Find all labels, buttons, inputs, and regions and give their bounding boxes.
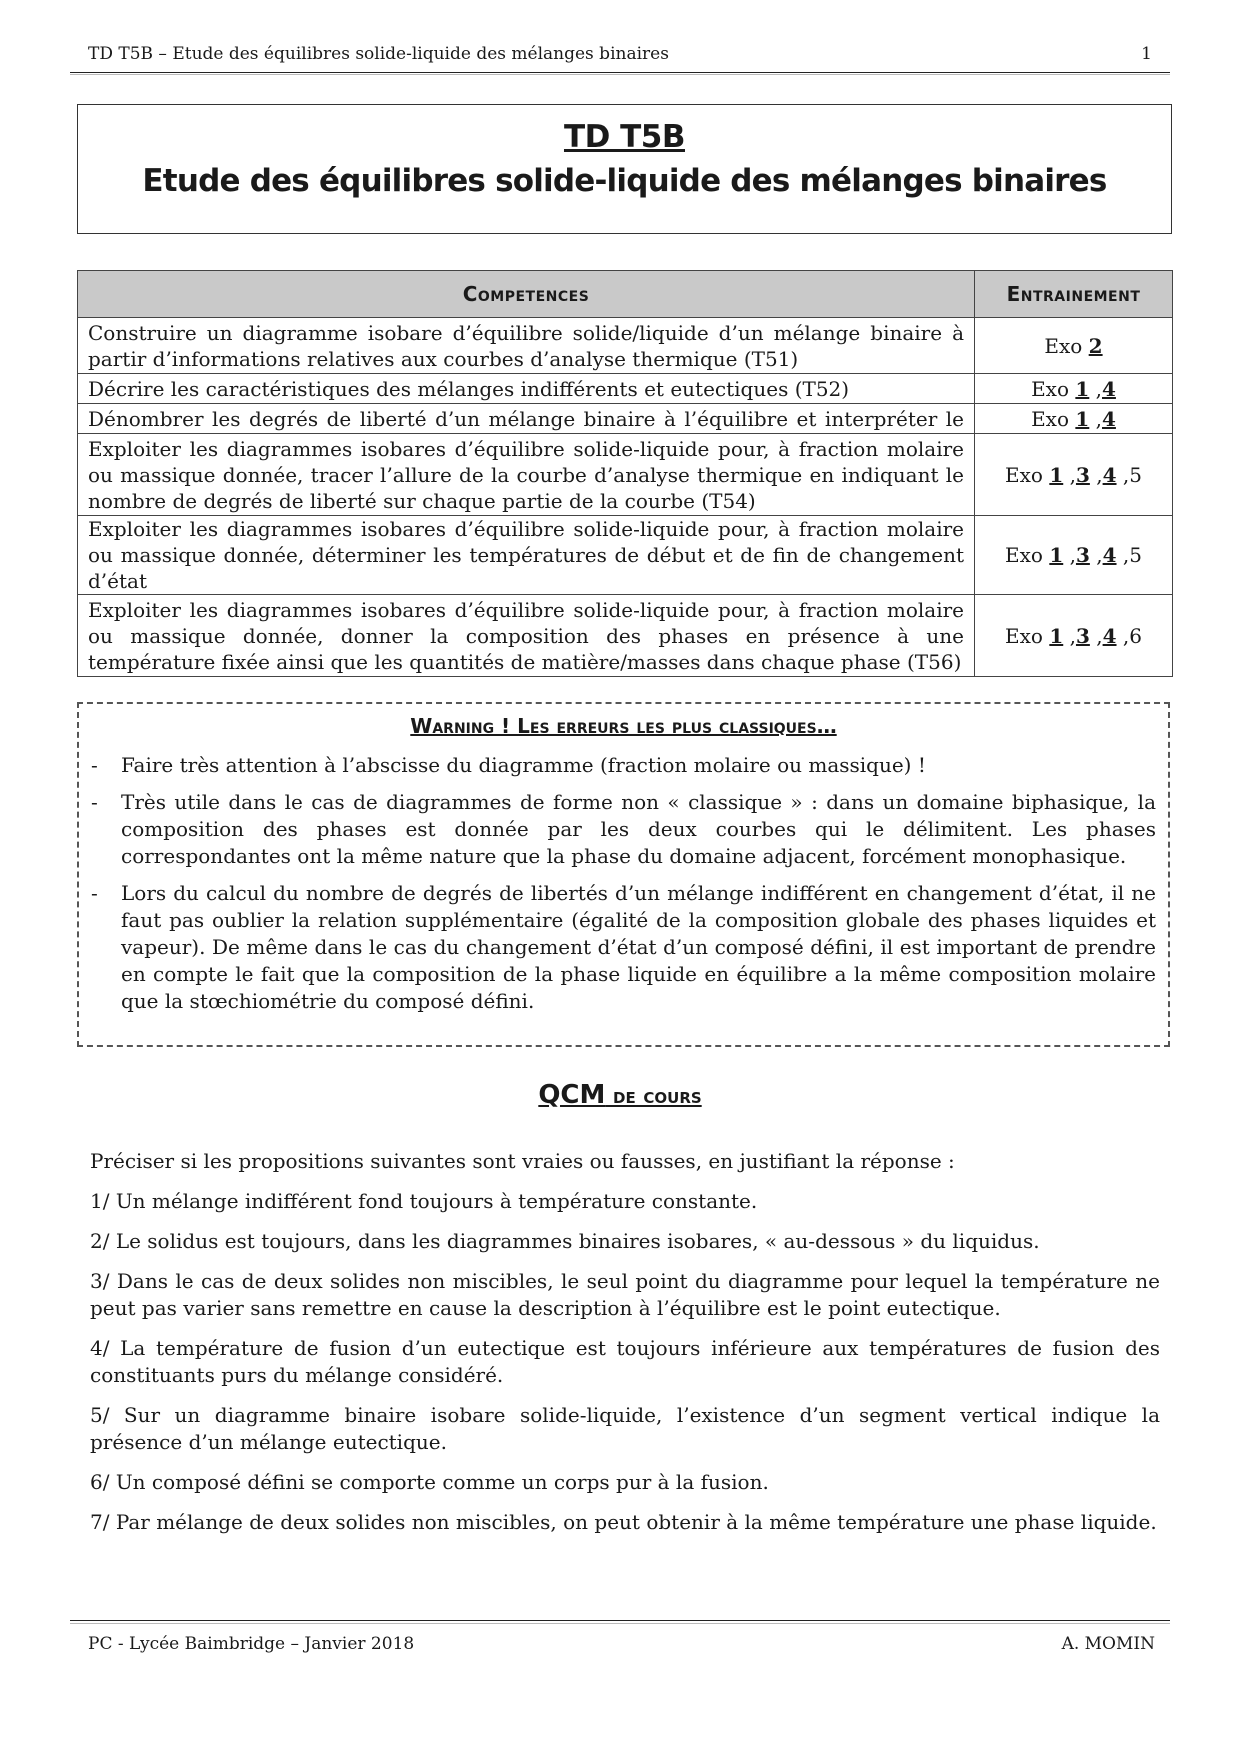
footer-rule (70, 1620, 1170, 1621)
footer-left: PC - Lycée Baimbridge – Janvier 2018 (88, 1634, 415, 1654)
exo-prefix: Exo (1005, 623, 1050, 648)
header-title: TD T5B – Etude des équilibres solide-liquide des mélanges binaires (88, 44, 669, 64)
qcm-heading (0, 1080, 1240, 1110)
warning-text: Très utile dans le cas de diagrammes de forme non « classique » : dans un domaine biphasique, la composition des phases est donnée par les deux courbes qui le délimitent. Les phases correspondantes ont la même nature que la phase du domaine adjacent, forcément monophasique. (121, 790, 1156, 868)
qcm-question: 1/ Un mélange indifférent fond toujours à température constante. (90, 1189, 758, 1213)
table-row (78, 434, 1173, 516)
warning-box (77, 702, 1170, 1047)
exo-number: 2 (1088, 333, 1103, 358)
exo-number: 3 (1075, 623, 1090, 648)
qcm-heading-rest: de cours (605, 1084, 702, 1109)
exo-number: 3 (1075, 543, 1090, 567)
table-row (78, 374, 1173, 404)
table-row (78, 516, 1173, 595)
title-box (77, 104, 1172, 234)
exo-number: 1 (1075, 376, 1090, 401)
qcm-heading-main: QCM (538, 1080, 606, 1110)
exo-prefix: Exo (1031, 376, 1076, 401)
exo-number: 1 (1049, 623, 1064, 648)
warning-text: Lors du calcul du nombre de degrés de libertés d’un mélange indifférent en changement d’état, il ne faut pas oublier la relation supplémentaire (égalité de la composition globale des phases liquides et vapeur). De même dans le cas du changement d’état d’un composé défini, il est important de prendre en compte le fait que la composition de la phase liquide en équilibre a la même composition molaire que la stœchiométrie du composé défini. (121, 881, 1156, 1013)
footer-rule-shadow (70, 1623, 1170, 1624)
exercise-ref: Exo 1 ,3 ,4 ,6 (975, 595, 1173, 677)
exo-number: 3 (1075, 462, 1090, 487)
exo-extra: ,5 (1122, 543, 1142, 567)
exercise-ref: Exo 1 ,4 (975, 374, 1173, 404)
table-row (78, 318, 1173, 374)
exo-number: 1 (1049, 543, 1064, 567)
competence-desc: Exploiter les diagrammes isobares d’équilibre solide-liquide pour, à fraction molaire ou massique donnée, tracer l’allure de la courbe d’analyse thermique en indiquant le nombre de degrés de liberté sur chaque partie de la courbe (T54) (78, 434, 975, 516)
col-competences: Competences (78, 271, 975, 318)
competence-desc (78, 404, 975, 434)
exo-prefix: Exo (1005, 462, 1050, 487)
warning-text: Faire très attention à l’abscisse du diagramme (fraction molaire ou massique) ! (121, 753, 926, 777)
qcm-question: 2/ Le solidus est toujours, dans les diagrammes binaires isobares, « au-dessous » du liquidus. (90, 1229, 1040, 1253)
footer-right: A. MOMIN (1061, 1634, 1155, 1654)
qcm-question: 4/ La température de fusion d’un eutectique est toujours inférieure aux températures de fusion des constituants purs du mélange considéré. (90, 1336, 1160, 1387)
warning-title: Warning ! Les erreurs les plus classiques… (410, 714, 837, 738)
exo-number: 4 (1102, 406, 1116, 431)
list-item: - Faire très attention à l’abscisse du diagramme (fraction molaire ou massique) ! (91, 753, 926, 777)
list-item: - Lors du calcul du nombre de degrés de libertés d’un mélange indifférent en changement d’état, il ne faut pas oublier la relation supplémentaire (égalité de la composition globale des phases liquides et vapeur). De même dans le cas du changement d’état d’un composé défini, il est important de prendre en compte le fait que la composition de la phase liquide en équilibre a la même composition molaire que la stœchiométrie du composé défini. (91, 881, 1156, 1013)
qcm-section (90, 1148, 1160, 1549)
exo-extra: ,5 (1122, 462, 1142, 487)
exo-number: 1 (1049, 462, 1064, 487)
table-header-row (78, 271, 1173, 318)
competence-desc: Décrire les caractéristiques des mélanges indifférents et eutectiques (T52) (78, 374, 975, 404)
col-entrainement: Entrainement (975, 271, 1173, 318)
doc-code: TD T5B (563, 119, 685, 155)
exo-number: 4 (1102, 623, 1117, 648)
header-rule (70, 74, 1170, 75)
warning-list (79, 752, 1168, 1015)
doc-title: Etude des équilibres solide-liquide des mélanges binaires (142, 163, 1107, 199)
competence-desc-clipped: Dénombrer les degrés de liberté d’un mélange binaire à l’équilibre et interpréter le (88, 406, 964, 431)
exercise-ref: Exo 1 ,3 ,4 ,5 (975, 516, 1173, 595)
exo-number: 4 (1102, 543, 1117, 567)
qcm-question: 7/ Par mélange de deux solides non miscibles, on peut obtenir à la même température une phase liquide. (90, 1510, 1157, 1534)
exo-prefix: Exo (1044, 333, 1089, 358)
exercise-ref: Exo 1 ,4 (975, 404, 1173, 434)
page-header (70, 42, 1170, 73)
exercise-ref: Exo 1 ,3 ,4 ,5 (975, 434, 1173, 516)
qcm-intro: Préciser si les propositions suivantes sont vraies ou fausses, en justifiant la réponse : (90, 1149, 955, 1173)
exo-number: 4 (1102, 376, 1116, 401)
competence-desc: Exploiter les diagrammes isobares d’équilibre solide-liquide pour, à fraction molaire ou massique donnée, déterminer les températures de début et de fin de changement d’état (78, 516, 975, 595)
exo-prefix: Exo (1031, 406, 1076, 431)
exo-number: 4 (1102, 462, 1117, 487)
qcm-question: 3/ Dans le cas de deux solides non miscibles, le seul point du diagramme pour lequel la température ne peut pas varier sans remettre en cause la description à l’équilibre est le point eutectique. (90, 1269, 1160, 1320)
table-row (78, 595, 1173, 677)
competence-desc: Exploiter les diagrammes isobares d’équilibre solide-liquide pour, à fraction molaire ou massique donnée, donner la composition des phases en présence à une température fixée ainsi que les quantités de matière/masses dans chaque phase (T56) (78, 595, 975, 677)
exercise-ref (975, 318, 1173, 374)
exo-prefix: Exo (1005, 543, 1050, 567)
page-number: 1 (1141, 44, 1152, 64)
competence-desc: Construire un diagramme isobare d’équilibre solide/liquide d’un mélange binaire à partir d’informations relatives aux courbes d’analyse thermique (T51) (78, 318, 975, 374)
competences-table (77, 270, 1173, 677)
exo-number: 1 (1075, 406, 1090, 431)
list-item: - Très utile dans le cas de diagrammes de forme non « classique » : dans un domaine biphasique, la composition des phases est donnée par les deux courbes qui le délimitent. Les phases correspondantes ont la même nature que la phase du domaine adjacent, forcément monophasique. (91, 790, 1156, 868)
exo-extra: ,6 (1122, 623, 1142, 648)
qcm-question: 5/ Sur un diagramme binaire isobare solide-liquide, l’existence d’un segment vertical indique la présence d’un mélange eutectique. (90, 1403, 1160, 1454)
table-row (78, 404, 1173, 434)
qcm-question: 6/ Un composé défini se comporte comme un corps pur à la fusion. (90, 1470, 769, 1494)
